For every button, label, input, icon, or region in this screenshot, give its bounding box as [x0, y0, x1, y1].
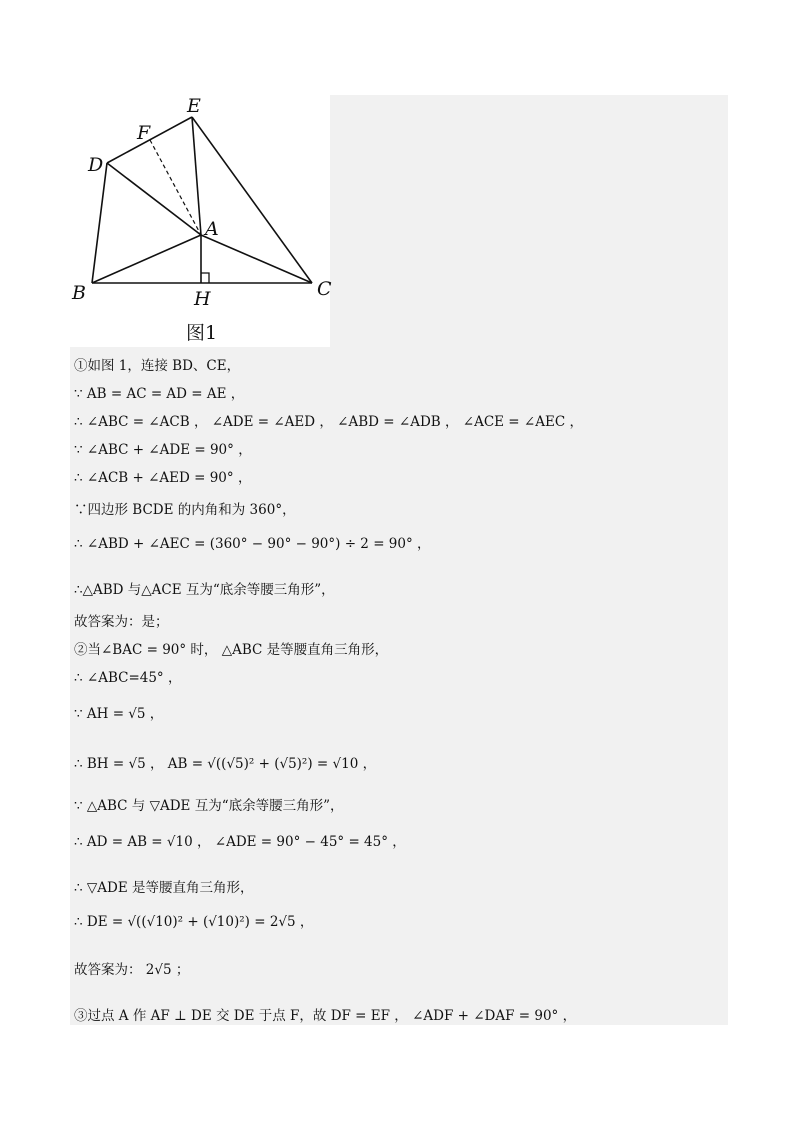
- geometry-figure: [70, 95, 330, 347]
- solution-line: ∴ ∠ACB + ∠AED = 90° ，: [74, 470, 252, 486]
- label-A: A: [205, 218, 219, 240]
- solution-line: ∵ AH = √5 ，: [74, 706, 164, 722]
- solution-line: ∵四边形 BCDE 的内角和为 360°，: [74, 502, 296, 518]
- solution-line: ∴ BH = √5 ， AB = √((√5)² + (√5)²) = √10 ，: [74, 756, 377, 772]
- solution-line: ∵ AB = AC = AD = AE ，: [74, 386, 245, 402]
- label-D: D: [88, 154, 104, 176]
- segment-BA: [92, 235, 201, 283]
- figure-diagram: [70, 95, 330, 347]
- solution-line: ①如图 1，连接 BD、CE，: [74, 358, 241, 374]
- solution-line: ∴ DE = √((√10)² + (√10)²) = 2√5 ，: [74, 914, 314, 930]
- solution-line: ∴ AD = AB = √10 ， ∠ADE = 90° − 45° = 45° ，: [74, 834, 406, 850]
- label-E: E: [187, 95, 201, 117]
- solution-line: ∴ ▽ADE 是等腰直角三角形，: [74, 880, 254, 896]
- label-H: H: [194, 288, 211, 310]
- segment-BD: [92, 163, 107, 283]
- solution-line: ∵ △ABC 与 ▽ADE 互为“底余等腰三角形”，: [74, 798, 344, 814]
- solution-line: ∴ ∠ABC=45° ，: [74, 670, 182, 686]
- solution-line: ∵ ∠ABC + ∠ADE = 90° ，: [74, 442, 252, 458]
- solution-line: ∴ ∠ABC = ∠ACB ， ∠ADE = ∠AED ， ∠ABD = ∠ADB ， ∠ACE = ∠AEC ，: [74, 414, 583, 430]
- solution-line: ②当∠BAC = 90° 时， △ABC 是等腰直角三角形，: [74, 642, 389, 658]
- segment-EC: [192, 117, 312, 283]
- solution-line: ∴△ABD 与△ACE 互为“底余等腰三角形”，: [74, 582, 335, 598]
- page-sheet: [70, 95, 728, 1025]
- solution-line: 故答案为： 2√5 ；: [74, 962, 190, 978]
- solution-line: 故答案为：是；: [74, 614, 169, 630]
- solution-line: ③过点 A 作 AF ⊥ DE 交 DE 于点 F，故 DF = EF ， ∠ADF + ∠DAF = 90° ，: [74, 1008, 577, 1024]
- figure-caption: 图1: [186, 322, 218, 344]
- segment-FA-dashed: [150, 140, 201, 235]
- segment-EA: [192, 117, 201, 235]
- right-angle-mark: [201, 273, 209, 283]
- solution-line: ∴ ∠ABD + ∠AEC = (360° − 90° − 90°) ÷ 2 = 90° ，: [74, 536, 431, 552]
- label-B: B: [72, 282, 86, 304]
- label-F: F: [137, 122, 151, 144]
- segment-DA: [107, 163, 201, 235]
- label-C: C: [317, 278, 332, 300]
